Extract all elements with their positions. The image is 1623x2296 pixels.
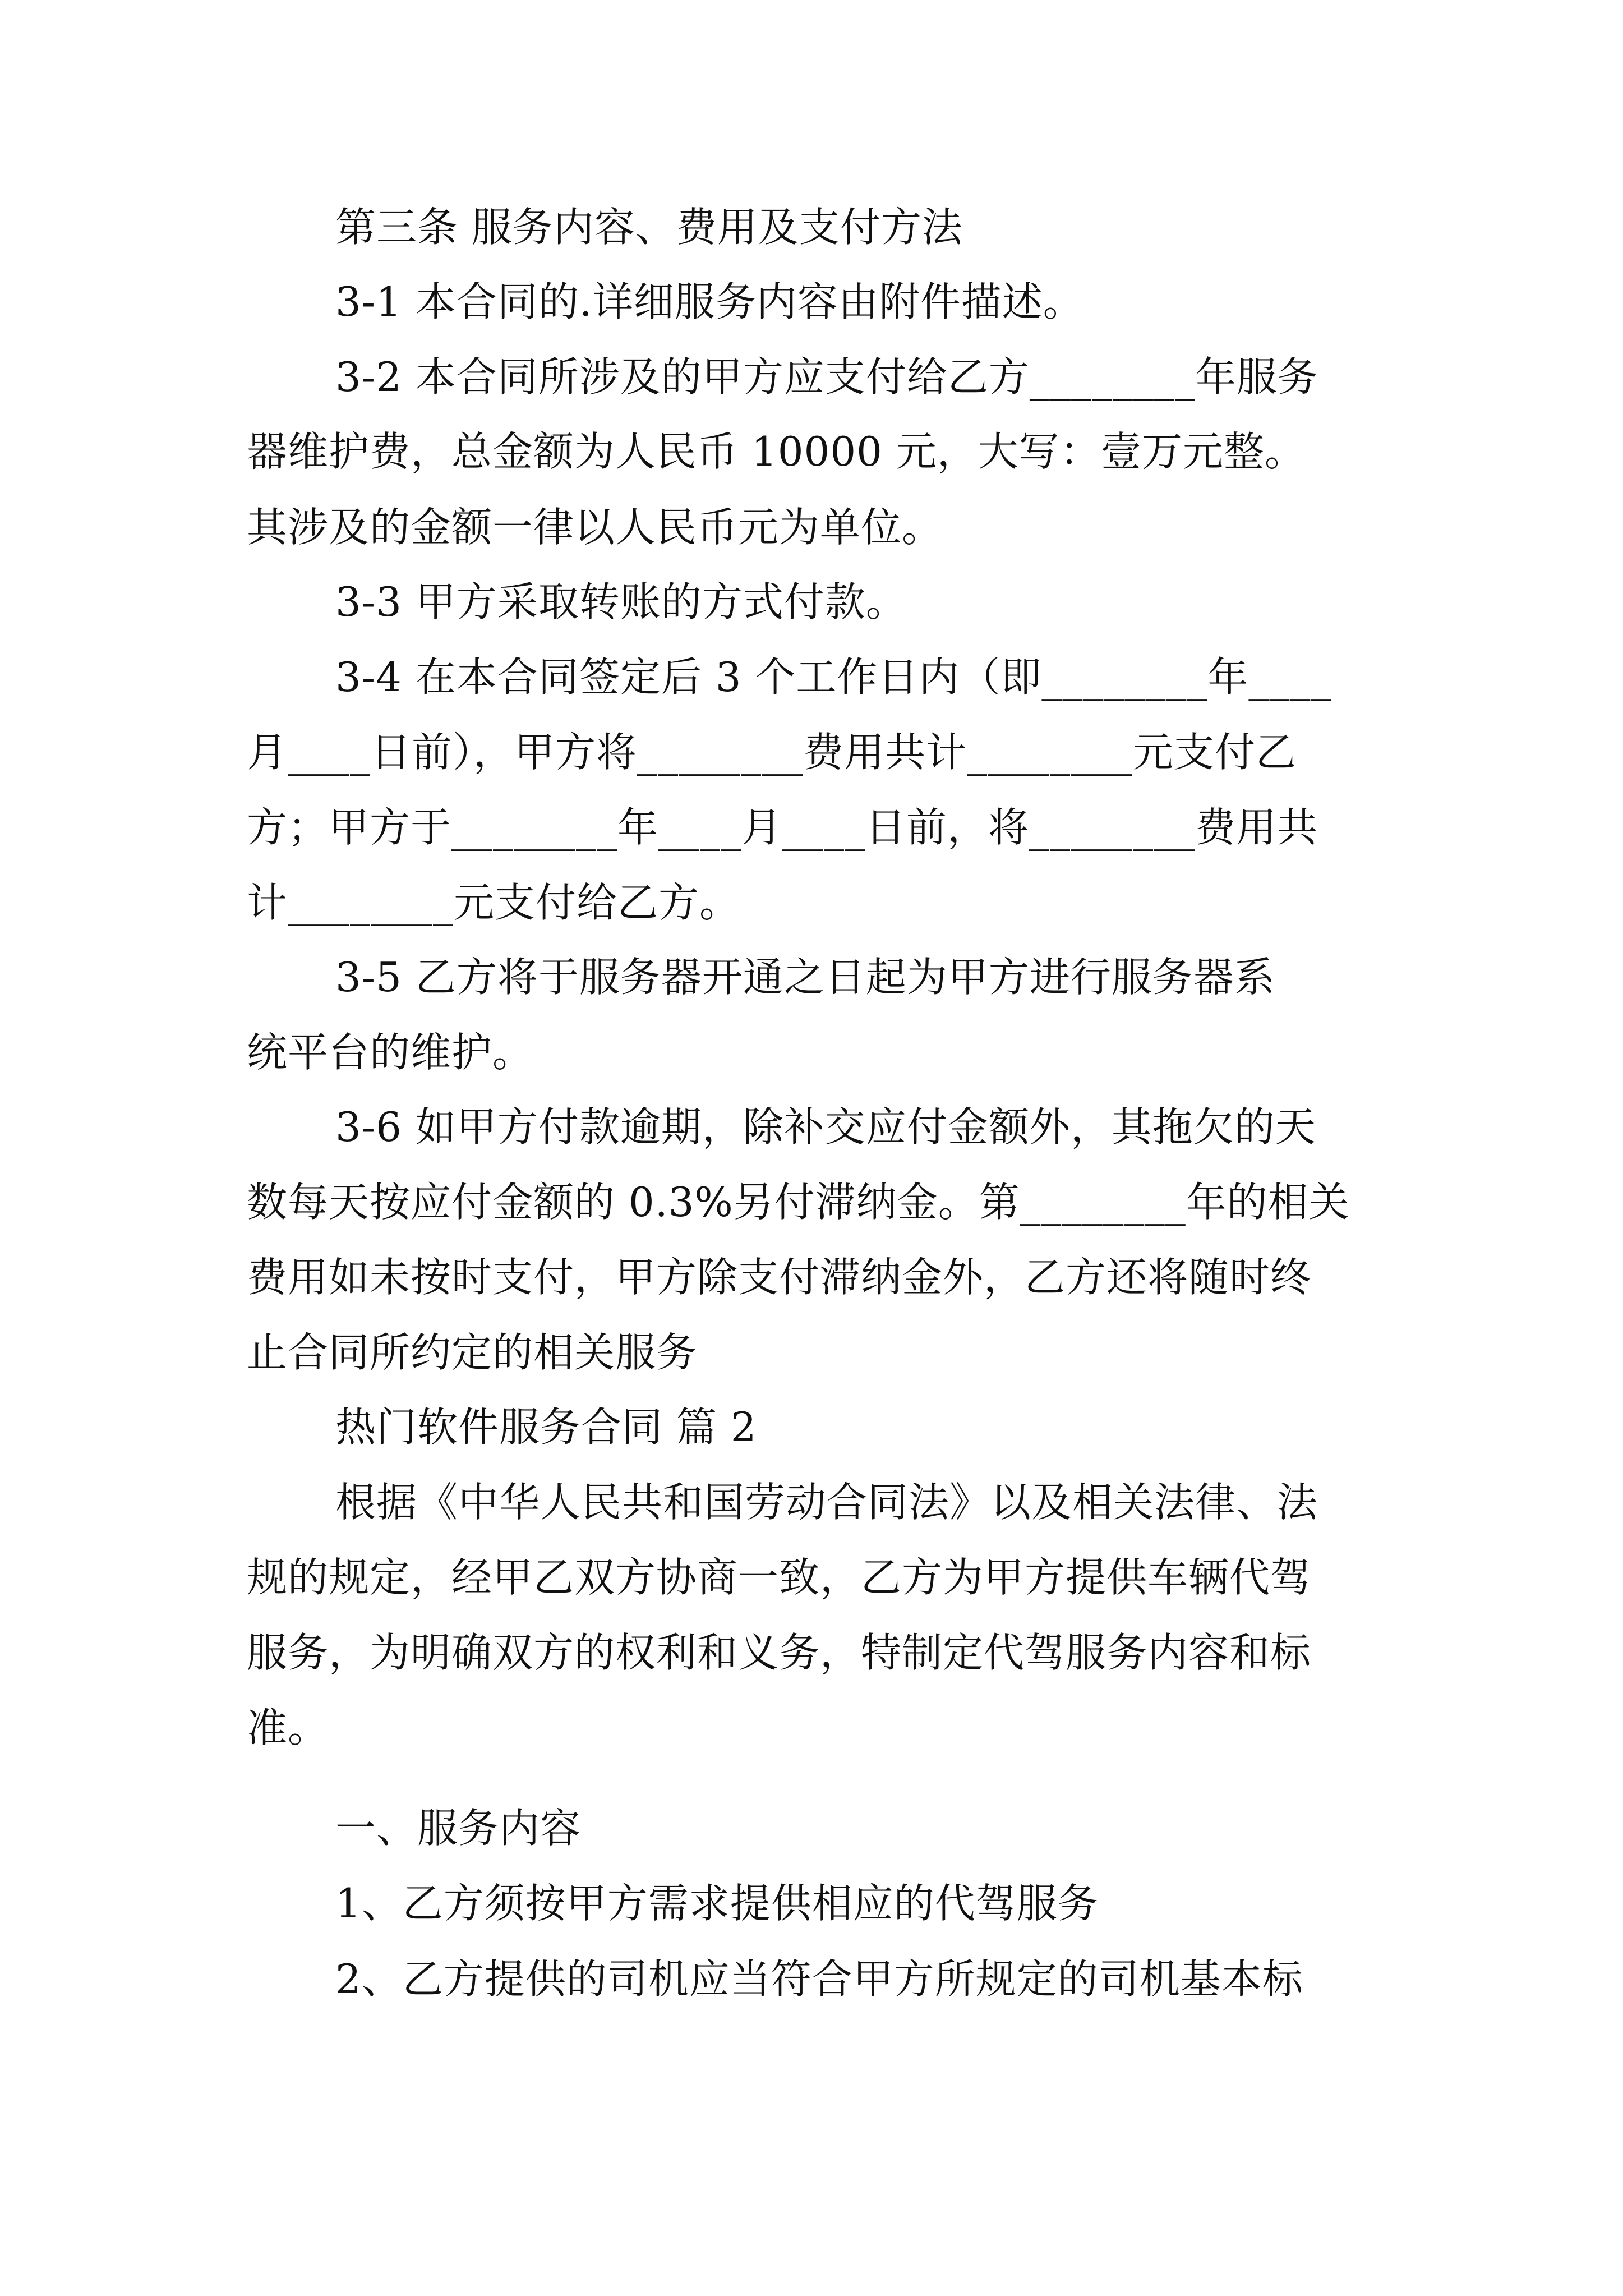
paragraph-3-4-line-4: 计________元支付给乙方。 — [247, 879, 741, 926]
list-item-2: 2、乙方提供的司机应当符合甲方所规定的司机基本标 — [335, 1955, 1303, 2003]
heading-article-3: 第三条 服务内容、费用及支付方法 — [335, 204, 963, 251]
paragraph-3-5-line-1: 3-5 乙方将于服务器开通之日起为甲方进行服务器系 — [335, 954, 1275, 1001]
paragraph-3-6-line-4: 止合同所约定的相关服务 — [247, 1329, 698, 1376]
paragraph-3-3: 3-3 甲方采取转账的方式付款。 — [335, 578, 907, 625]
paragraph-3-6-line-2: 数每天按应付金额的 0.3%另付滞纳金。第________年的相关 — [247, 1179, 1350, 1226]
paragraph-3-5-line-2: 统平台的维护。 — [247, 1029, 534, 1076]
intro-paragraph-line-4: 准。 — [247, 1704, 329, 1751]
intro-paragraph-line-3: 服务，为明确双方的权利和义务，特制定代驾服务内容和标 — [247, 1629, 1312, 1676]
intro-paragraph-line-2: 规的规定，经甲乙双方协商一致，乙方为甲方提供车辆代驾 — [247, 1554, 1312, 1601]
heading-service-content: 一、服务内容 — [335, 1805, 582, 1852]
list-item-1: 1、乙方须按甲方需求提供相应的代驾服务 — [335, 1880, 1099, 1927]
paragraph-3-1: 3-1 本合同的.详细服务内容由附件描述。 — [335, 278, 1084, 325]
paragraph-3-4-line-2: 月____日前），甲方将________费用共计________元支付乙 — [247, 729, 1297, 776]
paragraph-3-2-line-2: 器维护费，总金额为人民币 10000 元，大写：壹万元整。 — [247, 428, 1306, 475]
paragraph-3-2-line-3: 其涉及的金额一律以人民币元为单位。 — [247, 504, 943, 551]
paragraph-3-6-line-3: 费用如未按时支付，甲方除支付滞纳金外，乙方还将随时终 — [247, 1254, 1312, 1301]
paragraph-3-4-line-3: 方；甲方于________年____月____日前，将________费用共 — [247, 804, 1318, 851]
section-title-part-2: 热门软件服务合同 篇 2 — [335, 1404, 757, 1451]
paragraph-3-4-line-1: 3-4 在本合同签定后 3 个工作日内（即________年____ — [335, 654, 1332, 701]
paragraph-3-6-line-1: 3-6 如甲方付款逾期，除补交应付金额外，其拖欠的天 — [335, 1103, 1316, 1151]
paragraph-3-2-line-1: 3-2 本合同所涉及的甲方应支付给乙方________年服务 — [335, 353, 1318, 401]
intro-paragraph-line-1: 根据《中华人民共和国劳动合同法》以及相关法律、法 — [335, 1479, 1318, 1526]
